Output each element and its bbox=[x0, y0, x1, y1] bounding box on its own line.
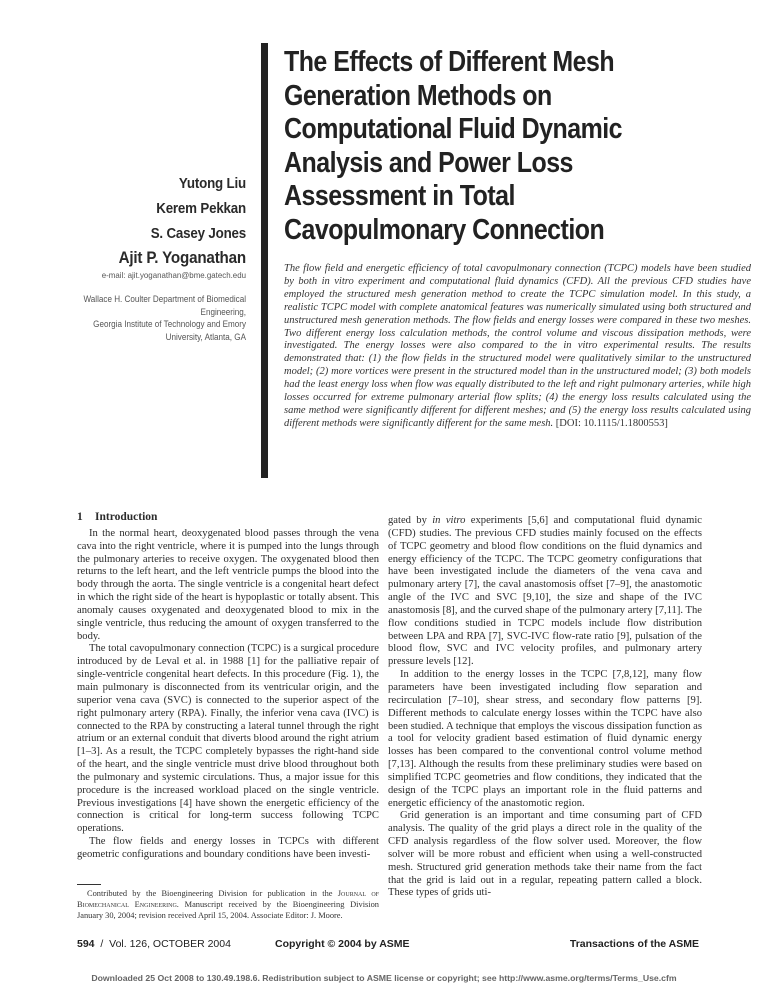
journal-title: Transactions of the ASME bbox=[569, 938, 699, 950]
page-footer bbox=[77, 938, 707, 954]
author-name: Yutong Liu bbox=[178, 176, 246, 192]
title-line: Computational Fluid Dynamic bbox=[284, 113, 623, 145]
affiliation-line: Georgia Institute of Technology and Emory bbox=[93, 319, 246, 329]
author-name: Kerem Pekkan bbox=[156, 201, 246, 217]
page-number: 594 bbox=[77, 938, 95, 950]
copyright: Copyright © 2004 by ASME bbox=[275, 938, 410, 950]
abstract-text: The flow field and energetic efficiency of total cavopulmonary connection (TCPC) models have been studied by both in vitro experiment and computational fluid dynamics (CFD). All the previous CFD studies have employed the structured mesh generation method to create the TCPC simulation model. In this study, a realistic TCPC model with complete anatomical features was numerically simulated using both structured and unstructured mesh generation methods. The flow fields and energy losses were compared in these two meshes. Two different energy loss calculation methods, the control volume and viscous dissipation methods, were investigated. The energy losses were also compared to the in vitro experimental results. The results demonstrated that: (1) the flow fields in the structured model were qualitatively similar to the unstructured model; (2) more vortices were present in the structured model than in the unstructured model; (3) both models had the least energy loss when flow was equally distributed to the left and right pulmonary arteries, while high losses occurred for extreme pulmonary arterial flow splits; (4) the energy loss results calculated using the same method were significantly different for different meshes; and (5) the energy loss results calculated using different methods were significantly different for the same mesh. bbox=[284, 263, 751, 429]
title-line: Generation Methods on bbox=[284, 79, 552, 112]
paragraph: In addition to the energy losses in the TCPC [7,8,12], many flow parameters have been investigated including flow separation and recirculation [7–10], shear stress, and secondary flow patterns [9]. Different methods to calculate energy losses within the TCPC have also been studied. A technique that employs the viscous dissipation function as a tool for velocity gradient based estimation of fluid dynamic energy losses has been compared to the conventional control volume method [7,13]. Although the results from these preliminary studies were based on simplified TCPC geometries and flow conditions, they indicated that the design of the TCPC plays an important role in the fluid patterns and energetic efficiency of the anastomotic region. bbox=[388, 669, 702, 809]
paragraph: In the normal heart, deoxygenated blood passes through the vena cava into the right ventricle, where it is pumped into the lungs through the pulmonary arteries to receive oxygen. The oxygenated blood then returns to the left heart, and the left ventricle pumps the blood into the body through the aorta. The single ventricle is a congenital heart defect in which the right side of the heart is hypoplastic or totally absent. This anomaly causes oxygenated and deoxygenated blood to mix in the single ventricle, thus reducing the amount of oxygen transferred to the body. bbox=[77, 527, 379, 642]
journal-name: Journal of Biomechanical Engineering bbox=[77, 889, 379, 909]
paragraph: The flow fields and energy losses in TCPCs with different geometric configurations and boundary conditions have been investi- bbox=[77, 836, 379, 860]
affiliation-line: Engineering, bbox=[200, 306, 246, 317]
download-notice: Downloaded 25 Oct 2008 to 130.49.198.6. Redistribution subject to ASME license or copyright; see http://www.asme.org/terms/Terms_Use.cfm bbox=[91, 973, 677, 983]
body-column-right bbox=[388, 515, 702, 900]
text-span: gated by bbox=[388, 515, 433, 526]
footnote-rule bbox=[77, 884, 101, 885]
text-span: experiments [5,6] and computational fluid dynamic (CFD) studies. The previous CFD studies mainly focused on the effects of TCPC geometry and blood flow conditions on the fluid dynamics and energy efficiency of the TCPC. The TCPC geometry configurations that have been investigated include the diameters of the vena cava and pulmonary artery [7], the caval anastomosis offset [7–9], the anastomotic angle of the IVC and SVC [9,10], the size and shape of the IVC anastomosis [8], and the curved shape of the pulmonary artery [7,11]. The flow conditions studied in TCPC models include flow distribution between LPA and RPA [7], SVC-IVC flow-rate ratio [9], pulsation of the blood flow, SVC and IVC velocity profiles, and pulmonary artery pressure levels [12]. bbox=[388, 515, 702, 668]
paragraph bbox=[388, 515, 702, 669]
title-line: Cavopulmonary Connection bbox=[284, 213, 605, 246]
affiliation-line: Wallace H. Coulter Department of Biomedical bbox=[83, 294, 246, 304]
separator: / bbox=[100, 938, 104, 950]
paragraph: Grid generation is an important and time consuming part of CFD analysis. The quality of the grid plays a direct role in the quality of the CFD analysis regardless of the flow solver used. Moreover, the flow solver will be more robust and efficient when using a well-constructed mesh. Structured grid generation methods take their name from the fact that the grid is laid out in a regular, repeating pattern called a block. These types of grids uti- bbox=[388, 810, 702, 899]
abstract bbox=[284, 263, 751, 431]
title-line: Assessment in Total bbox=[284, 180, 515, 212]
volume-date: Vol. 126, OCTOBER 2004 bbox=[109, 938, 231, 950]
author-affiliation bbox=[38, 293, 246, 343]
footnote-text: Contributed by the Bioengineering Division for publication in the bbox=[87, 889, 338, 898]
section-title: Introduction bbox=[95, 511, 158, 523]
author-block bbox=[20, 172, 246, 343]
paragraph: The total cavopulmonary connection (TCPC) is a surgical procedure introduced by de Leval et al. in 1988 [1] for the palliative repair of single-ventricle congenital heart defects. In this procedure (Fig. 1), the main pulmonary is disconnected from its ventricular origin, and the superior vena cava (SVC) is connected to the superior aspect of the right pulmonary artery (RPA). Finally, the inferior vena cava (IVC) is connected to the RPA by constructing a lateral tunnel through the right atrium or an external conduit that diverts blood around the right atrium [1–3]. As a result, the TCPC completely bypasses the right-hand side of the heart, and the single ventricle must drive blood throughout both the pulmonary and systemic circulations. Thus, a major issue for this procedure is the increased workload placed on the single ventricle. Previous investigations [4] have shown the energetic efficiency of the connection is critical for long-term success following TCPC operations. bbox=[77, 643, 379, 835]
section-number: 1 bbox=[77, 511, 83, 523]
author-email: e-mail: ajit.yoganathan@bme.gatech.edu bbox=[101, 270, 246, 280]
body-column-left bbox=[77, 511, 379, 862]
footnote-text: . Manuscript received by the Bioengineering Division January 30, 2004; revision received April 15, 2004. Associate Editor: J. Moore. bbox=[77, 900, 379, 920]
author-name: Ajit P. Yoganathan bbox=[118, 249, 246, 267]
author-name: S. Casey Jones bbox=[150, 226, 246, 242]
title-rule bbox=[261, 43, 268, 478]
footnote bbox=[77, 888, 379, 921]
section-heading bbox=[77, 511, 379, 524]
doi-link[interactable]: [DOI: 10.1115/1.1800553] bbox=[555, 417, 668, 429]
page-info bbox=[77, 938, 231, 950]
italic-text: in vitro bbox=[432, 515, 466, 526]
title-line: The Effects of Different Mesh bbox=[284, 46, 615, 78]
title-line: Analysis and Power Loss bbox=[284, 146, 573, 179]
affiliation-line: University, Atlanta, GA bbox=[165, 331, 246, 342]
paper-title bbox=[284, 46, 688, 247]
